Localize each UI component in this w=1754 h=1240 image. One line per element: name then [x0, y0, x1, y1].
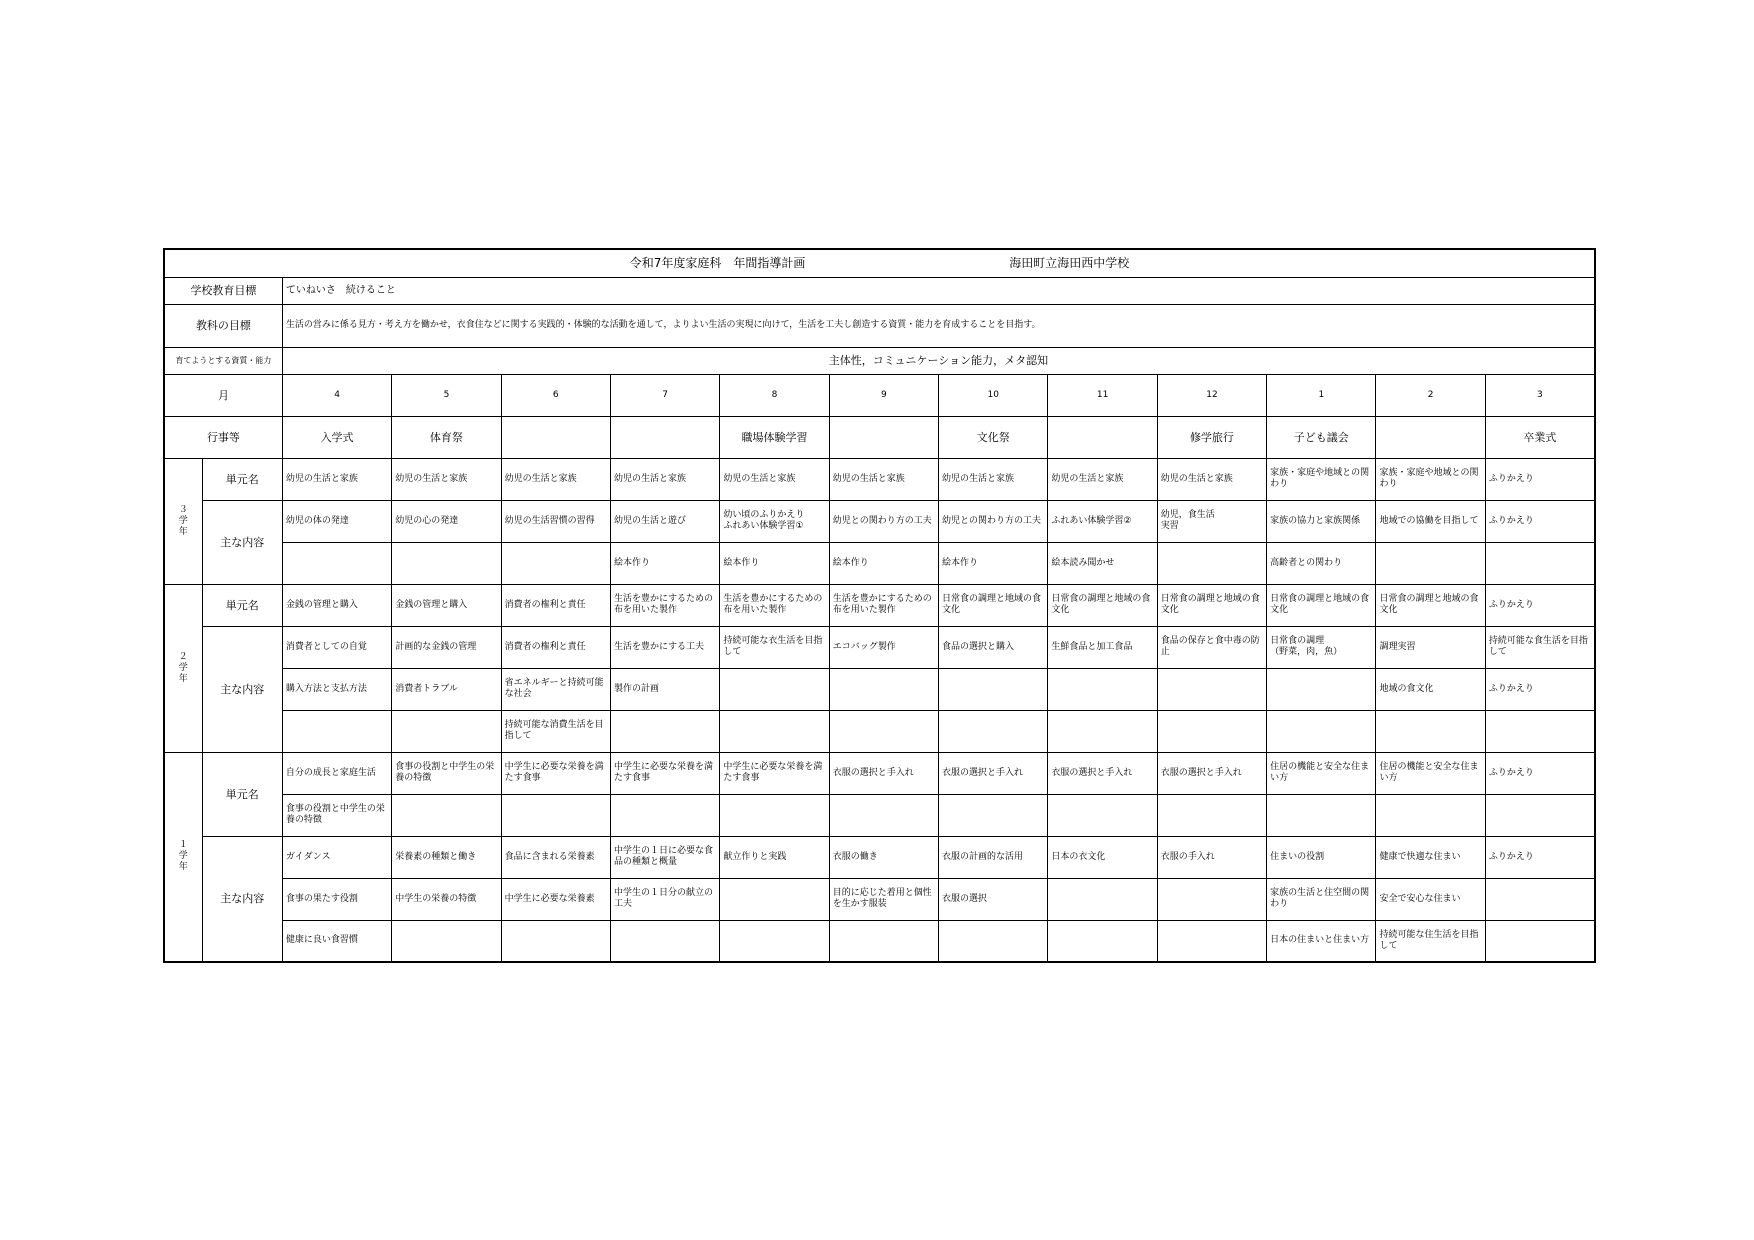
content-cell: 栄養素の種類と働き — [392, 836, 501, 878]
content-cell: 購入方法と支払方法 — [282, 668, 391, 710]
month-cell: 11 — [1048, 374, 1157, 416]
content-cell: ふりかえり — [1485, 836, 1595, 878]
content-cell: 調理実習 — [1376, 626, 1485, 668]
content-cell: 絵本読み聞かせ — [1048, 542, 1157, 584]
content-cell — [282, 542, 391, 584]
content-cell — [1485, 710, 1595, 752]
event-cell — [1048, 416, 1157, 458]
content-cell: 日本の衣文化 — [1048, 836, 1157, 878]
unit-cell — [1048, 794, 1157, 836]
content-cell: 家族の協力と家族関係 — [1267, 500, 1376, 542]
school-goal-text: ていねいさ 続けること — [282, 277, 1595, 304]
content-cell: 安全で安心な住まい — [1376, 878, 1485, 920]
content-cell: 幼児の生活と遊び — [610, 500, 719, 542]
content-cell: 衣服の手入れ — [1157, 836, 1266, 878]
content-cell: 消費者としての自覚 — [282, 626, 391, 668]
content-cell: 食品の選択と購入 — [939, 626, 1048, 668]
content-cell: 高齢者との関わり — [1267, 542, 1376, 584]
event-cell — [1376, 416, 1485, 458]
content-cell: 持続可能な食生活を目指して — [1485, 626, 1595, 668]
content-cell: 幼児，食生活 実習 — [1157, 500, 1266, 542]
content-cell — [1267, 710, 1376, 752]
unit-cell: 日常食の調理と地域の食文化 — [1048, 584, 1157, 626]
content-cell — [1157, 668, 1266, 710]
content-cell — [392, 710, 501, 752]
unit-cell: 幼児の生活と家族 — [501, 458, 610, 500]
content-cell — [610, 920, 719, 962]
content-cell — [829, 710, 938, 752]
ability-text: 主体性，コミュニケーション能力，メタ認知 — [282, 347, 1595, 374]
content-cell: 地域の食文化 — [1376, 668, 1485, 710]
unit-cell: 幼児の生活と家族 — [1048, 458, 1157, 500]
month-cell: 3 — [1485, 374, 1595, 416]
month-cell: 8 — [720, 374, 829, 416]
month-cell: 2 — [1376, 374, 1485, 416]
unit-cell: 日常食の調理と地域の食文化 — [1376, 584, 1485, 626]
month-cell: 1 — [1267, 374, 1376, 416]
content-cell: 製作の計画 — [610, 668, 719, 710]
content-cell: 絵本作り — [939, 542, 1048, 584]
content-cell — [939, 920, 1048, 962]
unit-cell: 生活を豊かにするための布を用いた製作 — [720, 584, 829, 626]
content-cell — [501, 542, 610, 584]
month-cell: 5 — [392, 374, 501, 416]
content-cell: ふれあい体験学習② — [1048, 500, 1157, 542]
unit-cell — [1267, 794, 1376, 836]
month-cell: 6 — [501, 374, 610, 416]
unit-cell: 衣服の選択と手入れ — [939, 752, 1048, 794]
event-cell: 体育祭 — [392, 416, 501, 458]
unit-cell: 住居の機能と安全な住まい方 — [1376, 752, 1485, 794]
event-cell: 卒業式 — [1485, 416, 1595, 458]
unit-cell: 家族・家庭や地域との関わり — [1267, 458, 1376, 500]
content-cell: ふりかえり — [1485, 500, 1595, 542]
content-cell: 献立作りと実践 — [720, 836, 829, 878]
content-cell: 健康に良い食習慣 — [282, 920, 391, 962]
content-cell — [720, 878, 829, 920]
event-cell: 文化祭 — [939, 416, 1048, 458]
month-cell: 7 — [610, 374, 719, 416]
content-cell — [1157, 878, 1266, 920]
unit-cell — [1376, 794, 1485, 836]
content-cell — [720, 920, 829, 962]
content-cell: 家族の生活と住空間の関わり — [1267, 878, 1376, 920]
unit-cell: ふりかえり — [1485, 458, 1595, 500]
content-cell: 衣服の選択 — [939, 878, 1048, 920]
unit-label: 単元名 — [202, 584, 282, 626]
unit-cell: 幼児の生活と家族 — [939, 458, 1048, 500]
unit-cell: 金銭の管理と購入 — [392, 584, 501, 626]
content-cell: 持続可能な衣生活を目指して — [720, 626, 829, 668]
unit-cell: ふりかえり — [1485, 584, 1595, 626]
unit-cell: 中学生に必要な栄養を満たす食事 — [610, 752, 719, 794]
content-cell: 持続可能な住生活を目指して — [1376, 920, 1485, 962]
unit-cell: 幼児の生活と家族 — [720, 458, 829, 500]
unit-cell: 幼児の生活と家族 — [392, 458, 501, 500]
unit-cell — [392, 794, 501, 836]
content-cell: ふりかえり — [1485, 668, 1595, 710]
unit-cell: 生活を豊かにするための布を用いた製作 — [610, 584, 719, 626]
content-cell — [392, 542, 501, 584]
content-cell: 衣服の計画的な活用 — [939, 836, 1048, 878]
content-cell: 目的に応じた着用と個性を生かす服装 — [829, 878, 938, 920]
content-cell: 省エネルギーと持続可能な社会 — [501, 668, 610, 710]
month-cell: 10 — [939, 374, 1048, 416]
month-cell: 12 — [1157, 374, 1266, 416]
unit-cell: 衣服の選択と手入れ — [829, 752, 938, 794]
content-cell: 幼児の生活習慣の習得 — [501, 500, 610, 542]
content-label: 主な内容 — [202, 626, 282, 752]
unit-cell: 食事の役割と中学生の栄養の特徴 — [282, 794, 391, 836]
content-cell — [610, 710, 719, 752]
content-cell: 地域での協働を目指して — [1376, 500, 1485, 542]
unit-cell: 幼児の生活と家族 — [610, 458, 719, 500]
content-cell — [1376, 710, 1485, 752]
content-label: 主な内容 — [202, 836, 282, 962]
content-cell — [501, 920, 610, 962]
content-cell: 衣服の働き — [829, 836, 938, 878]
grade-2-label: ２ 学 年 — [164, 584, 202, 752]
content-cell: 日常食の調理 （野菜，肉，魚） — [1267, 626, 1376, 668]
event-cell: 子ども議会 — [1267, 416, 1376, 458]
content-cell — [939, 668, 1048, 710]
content-cell: 食事の果たす役割 — [282, 878, 391, 920]
event-cell: 修学旅行 — [1157, 416, 1266, 458]
content-cell — [392, 920, 501, 962]
subject-goal-text: 生活の営みに係る見方・考え方を働かせ，衣食住などに関する実践的・体験的な活動を通して，よりよい生活の実現に向けて，生活を工夫し創造する資質・能力を育成することを目指す。 — [282, 304, 1595, 347]
content-cell — [1267, 668, 1376, 710]
unit-cell — [720, 794, 829, 836]
school-name: 海田町立海田西中学校 — [1009, 255, 1130, 270]
unit-cell: 自分の成長と家庭生活 — [282, 752, 391, 794]
unit-cell: 幼児の生活と家族 — [282, 458, 391, 500]
content-cell: エコバッグ製作 — [829, 626, 938, 668]
unit-cell — [610, 794, 719, 836]
content-cell — [939, 710, 1048, 752]
event-cell: 入学式 — [282, 416, 391, 458]
event-cell — [501, 416, 610, 458]
content-label: 主な内容 — [202, 500, 282, 584]
content-cell — [720, 668, 829, 710]
events-label: 行事等 — [164, 416, 282, 458]
subject-goal-label: 教科の目標 — [164, 304, 282, 347]
content-cell: 生活を豊かにする工夫 — [610, 626, 719, 668]
event-cell — [829, 416, 938, 458]
content-cell — [1157, 920, 1266, 962]
content-cell: 絵本作り — [720, 542, 829, 584]
ability-label: 育てようとする資質・能力 — [164, 347, 282, 374]
unit-cell — [1485, 794, 1595, 836]
content-cell: 住まいの役割 — [1267, 836, 1376, 878]
unit-cell: 金銭の管理と購入 — [282, 584, 391, 626]
month-label: 月 — [164, 374, 282, 416]
content-cell: 絵本作り — [829, 542, 938, 584]
unit-cell — [829, 794, 938, 836]
unit-cell — [1157, 794, 1266, 836]
content-cell: 幼児との関わり方の工夫 — [939, 500, 1048, 542]
event-cell — [610, 416, 719, 458]
content-cell: 絵本作り — [610, 542, 719, 584]
unit-cell: 住居の機能と安全な住まい方 — [1267, 752, 1376, 794]
content-cell: ガイダンス — [282, 836, 391, 878]
unit-cell: 日常食の調理と地域の食文化 — [1267, 584, 1376, 626]
content-cell — [282, 710, 391, 752]
unit-cell — [501, 794, 610, 836]
content-cell — [829, 920, 938, 962]
content-cell — [1376, 542, 1485, 584]
annual-plan-table — [163, 248, 1596, 963]
unit-cell — [939, 794, 1048, 836]
month-cell: 9 — [829, 374, 938, 416]
content-cell — [829, 668, 938, 710]
content-cell: 持続可能な消費生活を目指して — [501, 710, 610, 752]
content-cell: 消費者トラブル — [392, 668, 501, 710]
month-cell: 4 — [282, 374, 391, 416]
grade-1-label: １ 学 年 — [164, 752, 202, 962]
content-cell — [720, 710, 829, 752]
plan-title: 令和7年度家庭科 年間指導計画 — [629, 255, 806, 270]
content-cell: 日本の住まいと住まい方 — [1267, 920, 1376, 962]
unit-cell: 中学生に必要な栄養を満たす食事 — [720, 752, 829, 794]
unit-cell: 生活を豊かにするための布を用いた製作 — [829, 584, 938, 626]
unit-cell: 中学生に必要な栄養を満たす食事 — [501, 752, 610, 794]
event-cell: 職場体験学習 — [720, 416, 829, 458]
unit-cell: 食事の役割と中学生の栄養の特徴 — [392, 752, 501, 794]
plan-title-row — [164, 249, 1595, 277]
content-cell — [1048, 668, 1157, 710]
unit-cell: 幼児の生活と家族 — [1157, 458, 1266, 500]
content-cell: 中学生の栄養の特徴 — [392, 878, 501, 920]
unit-label: 単元名 — [202, 752, 282, 836]
unit-cell: 衣服の選択と手入れ — [1157, 752, 1266, 794]
unit-cell: ふりかえり — [1485, 752, 1595, 794]
content-cell: 食品の保存と食中毒の防止 — [1157, 626, 1266, 668]
content-cell: 幼児の心の発達 — [392, 500, 501, 542]
content-cell — [1485, 542, 1595, 584]
content-cell: 幼児の体の発達 — [282, 500, 391, 542]
content-cell — [1048, 710, 1157, 752]
content-cell — [1157, 710, 1266, 752]
content-cell — [1048, 920, 1157, 962]
content-cell: 計画的な金銭の管理 — [392, 626, 501, 668]
unit-cell: 日常食の調理と地域の食文化 — [1157, 584, 1266, 626]
grade-3-label: ３ 学 年 — [164, 458, 202, 584]
content-cell — [1048, 878, 1157, 920]
content-cell: 中学生に必要な栄養素 — [501, 878, 610, 920]
unit-cell: 日常食の調理と地域の食文化 — [939, 584, 1048, 626]
unit-label: 単元名 — [202, 458, 282, 500]
content-cell: 幼児との関わり方の工夫 — [829, 500, 938, 542]
unit-cell: 幼児の生活と家族 — [829, 458, 938, 500]
school-goal-label: 学校教育目標 — [164, 277, 282, 304]
content-cell: 生鮮食品と加工食品 — [1048, 626, 1157, 668]
unit-cell: 消費者の権利と責任 — [501, 584, 610, 626]
content-cell — [1485, 878, 1595, 920]
unit-cell: 衣服の選択と手入れ — [1048, 752, 1157, 794]
unit-cell: 家族・家庭や地域との関わり — [1376, 458, 1485, 500]
content-cell — [1157, 542, 1266, 584]
content-cell — [1485, 920, 1595, 962]
content-cell: 幼い頃のふりかえり ふれあい体験学習① — [720, 500, 829, 542]
content-cell: 消費者の権利と責任 — [501, 626, 610, 668]
content-cell: 健康で快適な住まい — [1376, 836, 1485, 878]
content-cell: 中学生の１日分の献立の工夫 — [610, 878, 719, 920]
content-cell: 中学生の１日に必要な食品の種類と概量 — [610, 836, 719, 878]
content-cell: 食品に含まれる栄養素 — [501, 836, 610, 878]
